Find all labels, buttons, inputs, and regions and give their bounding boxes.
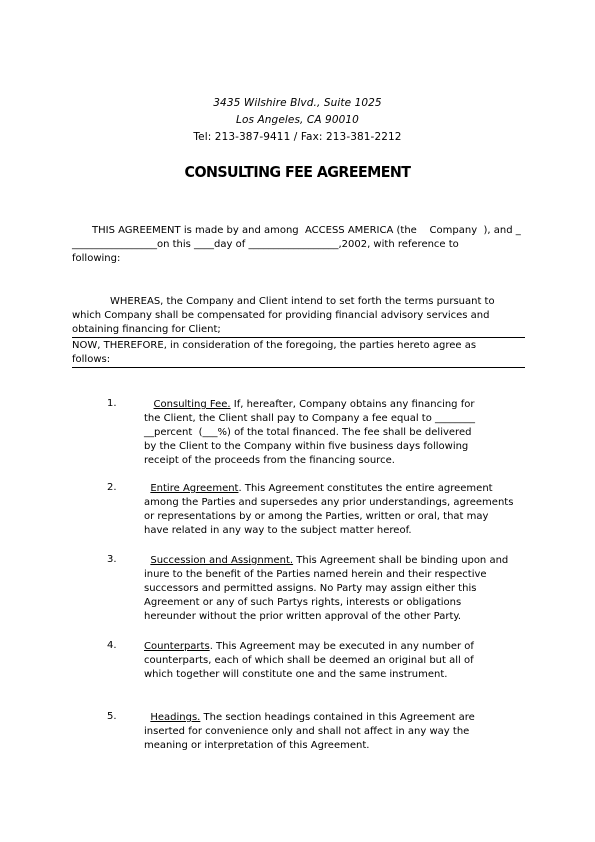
phone-fax-line: Tel: 213-387-9411 / Fax: 213-381-2212 xyxy=(193,131,402,143)
section-1-line-2: the Client, the Client shall pay to Company a fee equal to ________ xyxy=(144,413,476,424)
section-heading: Succession and Assignment. xyxy=(150,555,294,566)
section-3-line-3: successors and permitted assigns. No Party may assign either this xyxy=(144,583,477,594)
section-heading: Entire Agreement xyxy=(150,483,239,494)
intro-line-2: _________________on this ____day of __________________,2002, with reference to xyxy=(72,239,459,250)
section-2-line-1 xyxy=(144,482,493,496)
section-text: . This Agreement may be executed in any number of xyxy=(209,641,474,652)
section-text: The section headings contained in this Agreement are xyxy=(200,712,475,723)
section-3-line-5: hereunder without the prior written approval of the other Party. xyxy=(144,611,462,622)
section-1-line-4: by the Client to the Company within five business days following xyxy=(144,441,469,452)
now-therefore-line-2: follows: xyxy=(72,354,111,365)
section-1-line-1 xyxy=(144,398,474,412)
divider-rule-2 xyxy=(72,367,525,368)
now-therefore-line-1: NOW, THEREFORE, in consideration of the foregoing, the parties hereto agree as xyxy=(72,340,477,351)
divider-rule-1 xyxy=(72,337,525,338)
section-number: 3. xyxy=(107,554,117,565)
section-3-line-4: Agreement or any of such Partys rights, interests or obligations xyxy=(144,597,462,608)
section-2-line-2: among the Parties and supersedes any prior understandings, agreements xyxy=(144,497,514,508)
section-5-line-3: meaning or interpretation of this Agreement. xyxy=(144,740,370,751)
section-text: This Agreement shall be binding upon and xyxy=(293,555,509,566)
section-heading: Counterparts xyxy=(144,641,210,652)
section-3-line-2: inure to the benefit of the Parties named herein and their respective xyxy=(144,569,487,580)
section-1-line-3: __percent (___%) of the total financed. The fee shall be delivered xyxy=(144,427,472,438)
section-number: 5. xyxy=(107,711,117,722)
section-5-line-1 xyxy=(144,711,475,725)
address-line-2: Los Angeles, CA 90010 xyxy=(236,114,359,126)
section-4-line-2: counterparts, each of which shall be deemed an original but all of xyxy=(144,655,474,666)
section-heading: Headings. xyxy=(150,712,201,723)
section-4-line-1 xyxy=(144,640,474,654)
section-text: If, hereafter, Company obtains any financing for xyxy=(230,399,475,410)
whereas-line-1: WHEREAS, the Company and Client intend to set forth the terms pursuant to xyxy=(110,296,495,307)
intro-line-3: following: xyxy=(72,253,121,264)
whereas-line-3: obtaining financing for Client; xyxy=(72,324,221,335)
section-4-line-3: which together will constitute one and the same instrument. xyxy=(144,669,448,680)
intro-line-1: THIS AGREEMENT is made by and among ACCESS AMERICA (the Company ), and _ xyxy=(92,225,521,236)
section-3-line-1 xyxy=(144,554,508,568)
whereas-line-2: which Company shall be compensated for providing financial advisory services and xyxy=(72,310,490,321)
section-number: 4. xyxy=(107,640,117,651)
section-1-line-5: receipt of the proceeds from the financing source. xyxy=(144,455,395,466)
address-line-1: 3435 Wilshire Blvd., Suite 1025 xyxy=(213,97,382,109)
section-text: . This Agreement constitutes the entire agreement xyxy=(238,483,493,494)
section-heading: Consulting Fee. xyxy=(153,399,231,410)
section-2-line-3: or representations by or among the Parties, written or oral, that may xyxy=(144,511,489,522)
section-number: 2. xyxy=(107,482,117,493)
document-title: CONSULTING FEE AGREEMENT xyxy=(184,163,411,181)
section-number: 1. xyxy=(107,398,117,409)
section-2-line-4: have related in any way to the subject matter hereof. xyxy=(144,525,412,536)
section-5-line-2: inserted for convenience only and shall not affect in any way the xyxy=(144,726,470,737)
